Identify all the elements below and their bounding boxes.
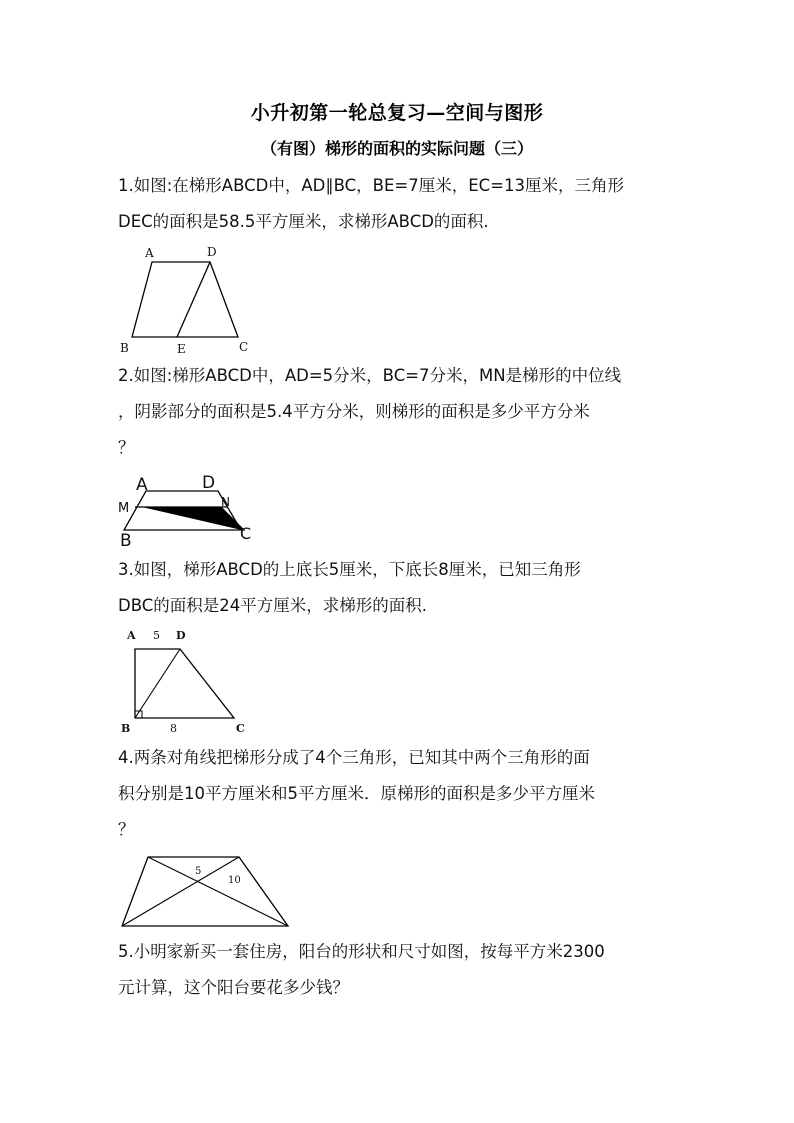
area-label-10: 10 — [228, 875, 241, 886]
label-n: N — [221, 495, 230, 509]
label-b: B — [121, 722, 131, 735]
page-subtitle: （有图）梯形的面积的实际问题（三） — [260, 139, 533, 158]
question-2-figure — [116, 470, 266, 550]
page-title: 小升初第一轮总复习—空间与图形 — [250, 102, 544, 124]
question-line: DBC的面积是24平方厘米，求梯形的面积. — [118, 596, 427, 615]
question-line: 5.小明家新买一套住房，阳台的形状和尺寸如图，按每平方米2300 — [118, 942, 605, 961]
question-1-figure — [112, 240, 252, 360]
question-line: 4.两条对角线把梯形分成了4个三角形，已知其中两个三角形的面 — [118, 748, 590, 767]
label-c: C — [239, 340, 249, 354]
label-a: A — [127, 629, 136, 642]
question-line: DEC的面积是58.5平方厘米，求梯形ABCD的面积. — [118, 212, 489, 231]
question-line: 元计算，这个阳台要花多少钱？ — [118, 978, 349, 997]
question-4-figure — [118, 852, 293, 930]
label-bottom-length: 8 — [170, 722, 177, 735]
question-line: ？ — [118, 820, 135, 839]
question-3-text — [118, 552, 678, 624]
label-b: B — [120, 341, 129, 355]
label-d: D — [207, 245, 217, 259]
question-5-text — [118, 934, 678, 1006]
question-2-text — [118, 358, 678, 466]
trapezoid-abcd — [132, 262, 238, 337]
label-top-length: 5 — [153, 629, 160, 642]
question-line: ，阴影部分的面积是5.4平方分米，则梯形的面积是多少平方分米 — [118, 402, 590, 421]
question-line: ？ — [118, 438, 135, 457]
label-a: A — [136, 475, 148, 495]
question-3-figure — [118, 624, 258, 742]
question-1-text — [118, 168, 678, 240]
trapezoid-abcd — [135, 649, 234, 718]
question-line: 3.如图，梯形ABCD的上底长5厘米，下底长8厘米，已知三角形 — [118, 560, 581, 579]
trapezoid — [122, 857, 288, 926]
diagonal-bd — [135, 649, 180, 718]
question-line: 2.如图:梯形ABCD中，AD=5分米，BC=7分米，MN是梯形的中位线 — [118, 366, 622, 385]
label-c: C — [240, 524, 252, 543]
segment-de — [177, 262, 210, 337]
label-e: E — [177, 342, 186, 356]
diagonal-2 — [122, 857, 239, 926]
question-line: 1.如图:在梯形ABCD中，AD∥BC，BE=7厘米，EC=13厘米，三角形 — [118, 176, 624, 195]
question-line: 积分别是10平方厘米和5平方厘米．原梯形的面积是多少平方厘米 — [118, 784, 595, 803]
label-m: M — [118, 501, 130, 516]
label-a: A — [145, 246, 154, 260]
label-b: B — [120, 531, 132, 551]
label-c: C — [236, 722, 245, 735]
label-d: D — [176, 629, 186, 642]
diagonal-1 — [148, 857, 288, 926]
label-d: D — [202, 473, 216, 493]
question-4-text — [118, 740, 678, 848]
area-label-5: 5 — [195, 866, 202, 877]
